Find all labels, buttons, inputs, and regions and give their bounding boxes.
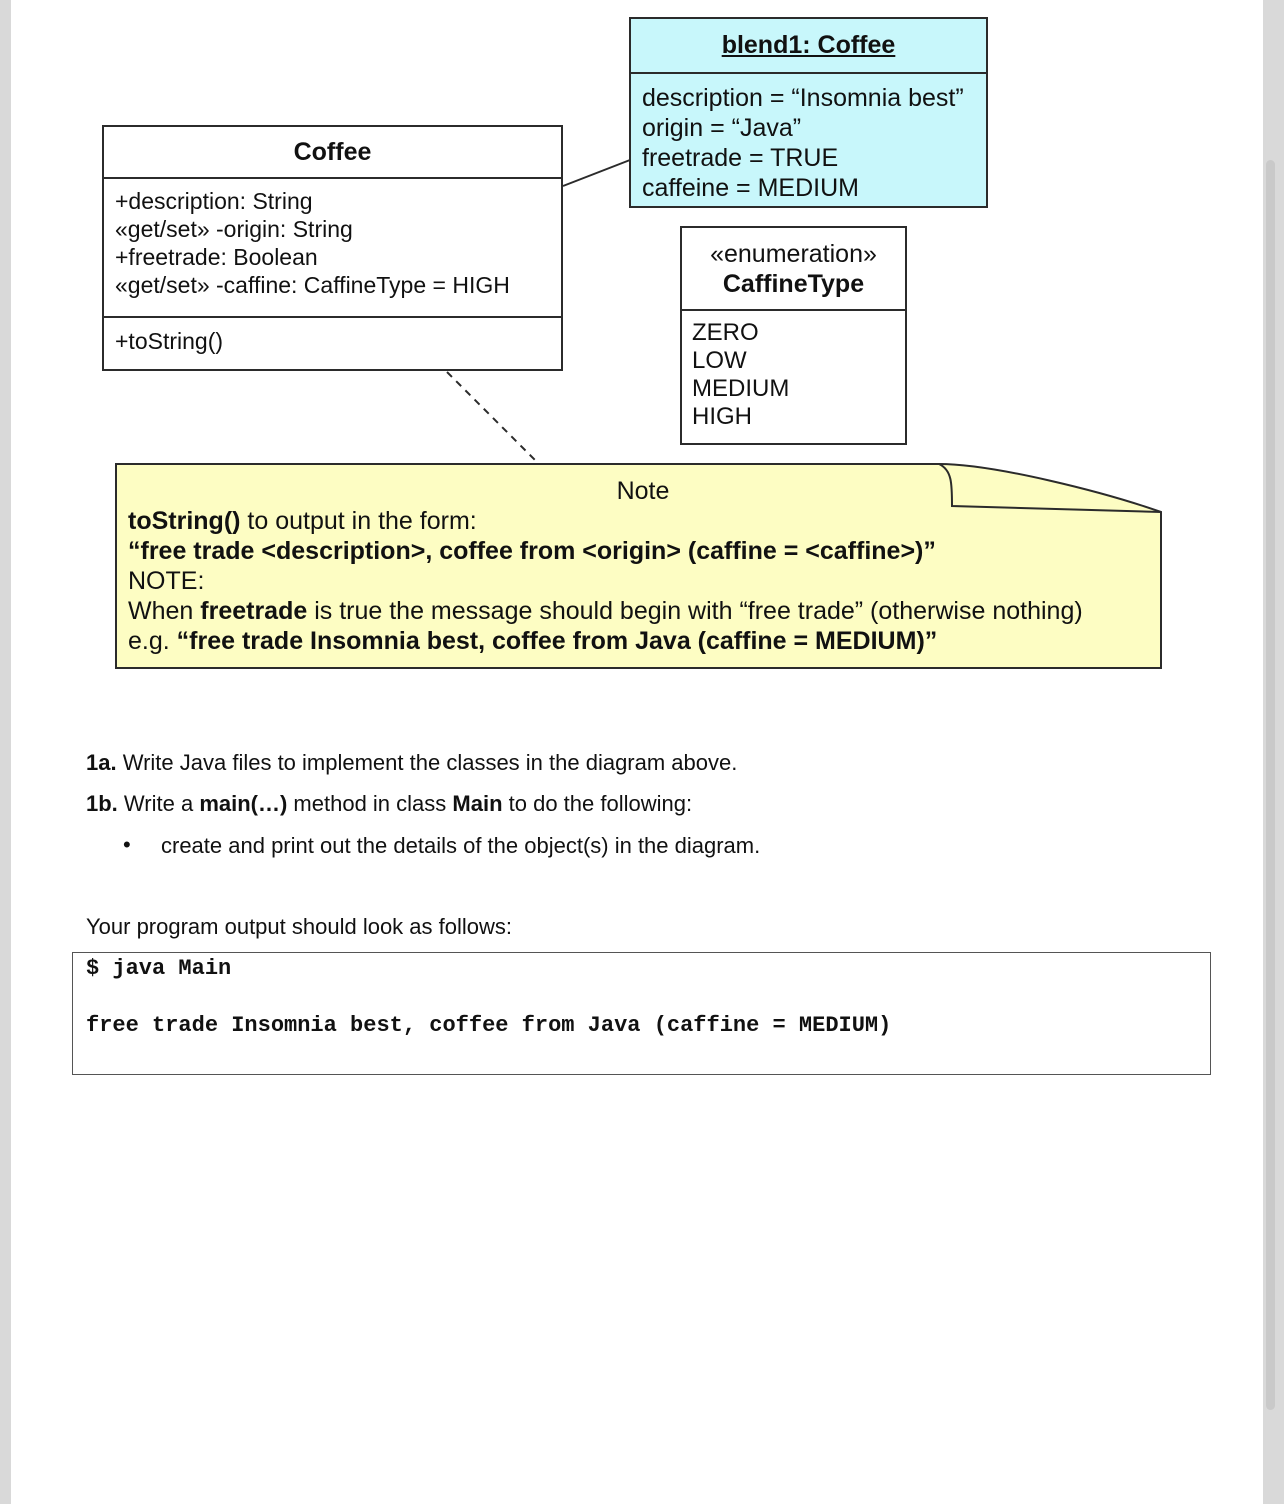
output-result: free trade Insomnia best, coffee from Java (caffine = MEDIUM): [86, 1013, 892, 1038]
coffee-class-name: Coffee: [104, 127, 561, 179]
note-line: [128, 626, 1158, 656]
output-command: $ java Main: [86, 956, 232, 981]
coffee-class-box: [102, 125, 563, 371]
object-link-line: [563, 160, 630, 186]
note-format-string: “free trade <description>, coffee from <origin> (caffine = <caffine>)”: [128, 537, 936, 565]
enum-value: LOW: [692, 347, 747, 374]
blend1-object-title: blend1: Coffee: [631, 19, 986, 74]
question-text: method in class: [287, 791, 453, 816]
note-keyword: freetrade: [200, 597, 308, 625]
slot-row: description = “Insomnia best”: [642, 84, 964, 112]
note-line: [128, 596, 1158, 626]
enum-header: [682, 228, 905, 311]
enum-name: CaffineType: [722, 269, 865, 298]
note-line: NOTE:: [128, 567, 205, 595]
note-text-span: e.g.: [128, 627, 177, 655]
note-text-span: is true the message should begin with “free trade” (otherwise nothing): [307, 597, 1083, 625]
note-example: “free trade Insomnia best, coffee from Java (caffine = MEDIUM)”: [176, 627, 938, 655]
blend1-object-box: [629, 17, 988, 208]
slot-row: freetrade = TRUE: [642, 144, 839, 172]
method-name: main(…): [199, 791, 288, 816]
note-anchor-line: [447, 372, 538, 463]
note-line: [128, 536, 1158, 566]
question-1a: [86, 749, 737, 777]
attribute-row: «get/set» -origin: String: [115, 216, 353, 242]
note-content: [128, 476, 1158, 656]
attribute-row: +description: String: [115, 188, 313, 214]
coffee-class-operations: [104, 318, 561, 355]
blend1-object-attributes: [631, 74, 986, 203]
enum-stereotype: «enumeration»: [710, 239, 877, 268]
attribute-row: +freetrade: Boolean: [115, 244, 318, 270]
question-text: Write Java files to implement the classes in the diagram above.: [116, 750, 738, 775]
caffinetype-enum-box: [680, 226, 907, 445]
class-name: Main: [452, 791, 503, 816]
bullet-item: create and print out the details of the object(s) in the diagram.: [161, 833, 761, 858]
operation-row: +toString(): [115, 328, 224, 354]
note-heading: Note: [616, 477, 670, 505]
question-text: Write a: [117, 791, 200, 816]
attribute-row: «get/set» -caffine: CaffineType = HIGH: [115, 272, 510, 298]
enum-value: HIGH: [692, 403, 752, 430]
enum-values: [682, 311, 905, 431]
question-label: 1a.: [86, 750, 117, 775]
coffee-class-attributes: [104, 179, 561, 318]
output-intro: Your program output should look as follows:: [86, 914, 512, 939]
note-method-name: toString(): [128, 507, 241, 535]
enum-value: MEDIUM: [692, 375, 790, 402]
question-text: to do the following:: [502, 791, 693, 816]
note-text-span: to output in the form:: [240, 507, 477, 535]
slot-row: origin = “Java”: [642, 114, 802, 142]
note-line: [128, 506, 1158, 536]
note-text-span: When: [128, 597, 201, 625]
question-1b: [86, 790, 692, 818]
bullet-icon: •: [123, 832, 131, 857]
question-label: 1b.: [86, 791, 118, 816]
enum-value: ZERO: [692, 319, 759, 346]
slot-row: caffeine = MEDIUM: [642, 174, 859, 202]
